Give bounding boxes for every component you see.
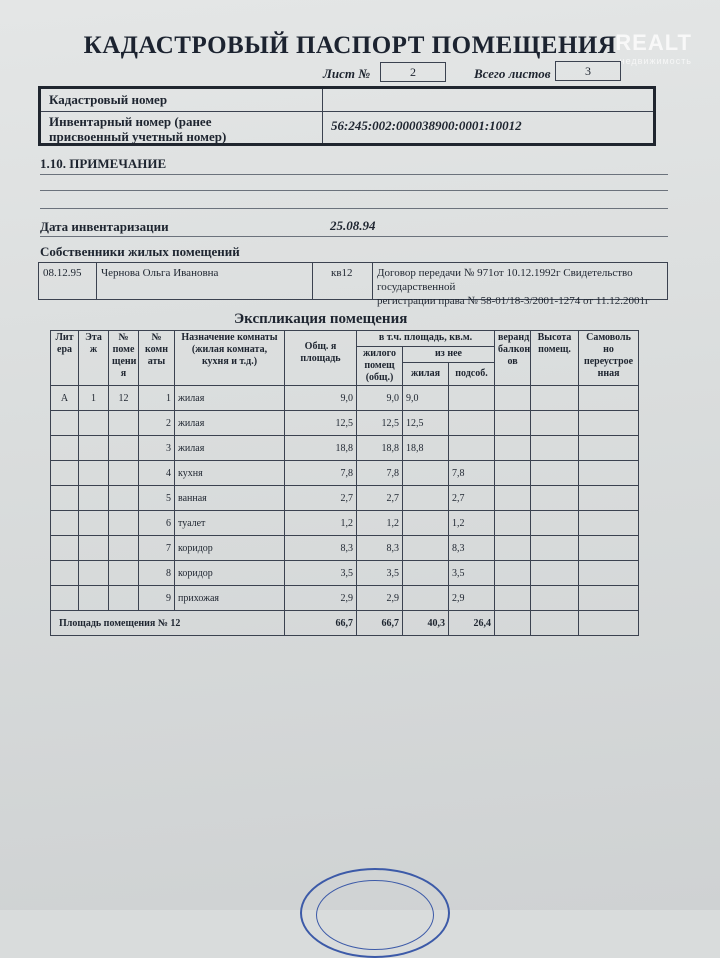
unauthorized-cell: [579, 561, 639, 586]
total-height: [531, 611, 579, 636]
comp-cell: 8: [139, 561, 175, 586]
total-area-cell: 2,9: [285, 586, 357, 611]
total-area-sum: 66,7: [285, 611, 357, 636]
comp-cell: 2: [139, 411, 175, 436]
living-cell: 9,0: [403, 386, 449, 411]
table-row: [51, 411, 639, 436]
litera-cell: [51, 536, 79, 561]
inventory-value: 56:245:002:000038900:0001:10012: [331, 118, 522, 133]
col-total-area: Общ. я площадь: [285, 331, 357, 386]
living-cell: [403, 461, 449, 486]
total-area-cell: 3,5: [285, 561, 357, 586]
height-cell: [531, 436, 579, 461]
cadastral-row: [41, 89, 653, 112]
aux-cell: 7,8: [449, 461, 495, 486]
comp-cell: 7: [139, 536, 175, 561]
comp-cell: 6: [139, 511, 175, 536]
unauthorized-cell: [579, 461, 639, 486]
room-cell: [109, 536, 139, 561]
height-cell: [531, 586, 579, 611]
owner-document-line2: регистрации права № 58-01/18-3/2001-1274 от 11.12.2001г: [377, 295, 650, 307]
owner-date: 08.12.95: [39, 263, 97, 299]
litera-cell: [51, 486, 79, 511]
balcony-cell: [495, 511, 531, 536]
aux-cell: 1,2: [449, 511, 495, 536]
total-balcony: [495, 611, 531, 636]
watermark-subtitle: недвижимость: [619, 56, 692, 66]
explication-header-row-1: [51, 331, 639, 347]
aux-cell: 2,7: [449, 486, 495, 511]
living-area-cell: 7,8: [357, 461, 403, 486]
total-living-area-sum: 66,7: [357, 611, 403, 636]
unauthorized-cell: [579, 486, 639, 511]
living-cell: [403, 486, 449, 511]
total-area-cell: 8,3: [285, 536, 357, 561]
living-area-cell: 2,7: [357, 486, 403, 511]
balcony-cell: [495, 486, 531, 511]
room-cell: [109, 586, 139, 611]
balcony-cell: [495, 536, 531, 561]
living-area-cell: 18,8: [357, 436, 403, 461]
official-stamp-inner-ring: [316, 880, 434, 950]
room-cell: [109, 436, 139, 461]
table-row: [51, 486, 639, 511]
note-line-3: [40, 208, 668, 209]
litera-cell: А: [51, 386, 79, 411]
table-row: [51, 386, 639, 411]
note-line-1: [40, 174, 668, 175]
total-label: Площадь помещения № 12: [51, 611, 285, 636]
height-cell: [531, 411, 579, 436]
sheet-number: 2: [380, 62, 446, 82]
table-row: [51, 436, 639, 461]
balcony-cell: [495, 436, 531, 461]
note-heading: 1.10. ПРИМЕЧАНИЕ: [40, 156, 167, 171]
col-floor: Эта ж: [79, 331, 109, 386]
floor-cell: [79, 411, 109, 436]
floor-cell: [79, 561, 109, 586]
purpose-cell: туалет: [175, 511, 285, 536]
aux-cell: [449, 411, 495, 436]
litera-cell: [51, 411, 79, 436]
aux-cell: [449, 386, 495, 411]
room-cell: [109, 561, 139, 586]
cadastral-value: [323, 89, 653, 111]
floor-cell: [79, 536, 109, 561]
unauthorized-cell: [579, 386, 639, 411]
living-area-cell: 12,5: [357, 411, 403, 436]
col-comp-no: № комн аты: [139, 331, 175, 386]
col-balcony: веранд балкон ов: [495, 331, 531, 386]
balcony-cell: [495, 586, 531, 611]
purpose-cell: ванная: [175, 486, 285, 511]
total-living-sum: 40,3: [403, 611, 449, 636]
comp-cell: 1: [139, 386, 175, 411]
balcony-cell: [495, 461, 531, 486]
balcony-cell: [495, 386, 531, 411]
table-row: [51, 561, 639, 586]
purpose-cell: жилая: [175, 436, 285, 461]
room-cell: [109, 511, 139, 536]
height-cell: [531, 511, 579, 536]
total-area-cell: 12,5: [285, 411, 357, 436]
living-cell: [403, 586, 449, 611]
comp-cell: 5: [139, 486, 175, 511]
col-purpose: Назначение комнаты (жилая комната, кухня и т.д.): [175, 331, 285, 386]
purpose-cell: коридор: [175, 536, 285, 561]
living-cell: [403, 511, 449, 536]
comp-cell: 3: [139, 436, 175, 461]
col-room-no: № поме щени я: [109, 331, 139, 386]
owner-document: [373, 263, 667, 307]
unauthorized-cell: [579, 586, 639, 611]
height-cell: [531, 386, 579, 411]
living-cell: 18,8: [403, 436, 449, 461]
sheet-label: Лист №: [323, 66, 371, 81]
total-unauthorized: [579, 611, 639, 636]
litera-cell: [51, 461, 79, 486]
table-row: [51, 586, 639, 611]
floor-cell: 1: [79, 386, 109, 411]
owner-document-line1: Договор передачи № 971от 10.12.1992г Свидетельство государственной: [377, 267, 633, 293]
document-title: КАДАСТРОВЫЙ ПАСПОРТ ПОМЕЩЕНИЯ: [83, 32, 617, 59]
table-row: [51, 461, 639, 486]
explication-table: [50, 330, 639, 636]
inventory-date-value: 25.08.94: [330, 218, 376, 233]
col-of-which: из нее: [403, 347, 495, 363]
living-cell: 12,5: [403, 411, 449, 436]
unauthorized-cell: [579, 411, 639, 436]
litera-cell: [51, 511, 79, 536]
height-cell: [531, 486, 579, 511]
purpose-cell: прихожая: [175, 586, 285, 611]
cadastral-info-table: [38, 86, 656, 146]
col-unauthorized: Самоволь но переустрое нная: [579, 331, 639, 386]
living-area-cell: 3,5: [357, 561, 403, 586]
total-area-cell: 2,7: [285, 486, 357, 511]
floor-cell: [79, 436, 109, 461]
inventory-date-line: [40, 236, 668, 237]
living-area-cell: 1,2: [357, 511, 403, 536]
total-aux-sum: 26,4: [449, 611, 495, 636]
height-cell: [531, 536, 579, 561]
col-height: Высота помещ.: [531, 331, 579, 386]
aux-cell: [449, 436, 495, 461]
table-row: [51, 511, 639, 536]
inventory-label: [41, 111, 323, 143]
owners-heading: Собственники жилых помещений: [40, 244, 240, 259]
total-area-cell: 7,8: [285, 461, 357, 486]
purpose-cell: кухня: [175, 461, 285, 486]
room-cell: 12: [109, 386, 139, 411]
total-area-cell: 9,0: [285, 386, 357, 411]
total-area-cell: 1,2: [285, 511, 357, 536]
table-row: [51, 536, 639, 561]
col-aux: подсоб.: [449, 362, 495, 385]
floor-cell: [79, 486, 109, 511]
room-cell: [109, 461, 139, 486]
unauthorized-cell: [579, 536, 639, 561]
col-living-area: жилого помещ (общ.): [357, 347, 403, 386]
inventory-date-label: Дата инвентаризации: [40, 219, 169, 234]
purpose-cell: жилая: [175, 411, 285, 436]
height-cell: [531, 561, 579, 586]
living-area-cell: 9,0: [357, 386, 403, 411]
purpose-cell: жилая: [175, 386, 285, 411]
explication-total-row: [51, 611, 639, 636]
litera-cell: [51, 561, 79, 586]
litera-cell: [51, 586, 79, 611]
inventory-label-line2: присвоенный учетный номер): [49, 129, 227, 144]
cadastral-label: Кадастровый номер: [41, 89, 323, 111]
litera-cell: [51, 436, 79, 461]
comp-cell: 9: [139, 586, 175, 611]
unauthorized-cell: [579, 511, 639, 536]
balcony-cell: [495, 411, 531, 436]
floor-cell: [79, 461, 109, 486]
room-cell: [109, 411, 139, 436]
aux-cell: 2,9: [449, 586, 495, 611]
floor-cell: [79, 511, 109, 536]
col-incl-area: в т.ч. площадь, кв.м.: [357, 331, 495, 347]
total-sheets: 3: [555, 61, 621, 81]
height-cell: [531, 461, 579, 486]
explication-title: Экспликация помещения: [234, 311, 408, 327]
living-cell: [403, 536, 449, 561]
total-area-cell: 18,8: [285, 436, 357, 461]
living-cell: [403, 561, 449, 586]
note-line-2: [40, 190, 668, 191]
owners-table: [38, 262, 668, 307]
owner-name: Чернова Ольга Ивановна: [97, 263, 313, 299]
aux-cell: 3,5: [449, 561, 495, 586]
watermark: REALT: [615, 30, 692, 55]
unauthorized-cell: [579, 436, 639, 461]
col-litera: Лит ера: [51, 331, 79, 386]
comp-cell: 4: [139, 461, 175, 486]
total-sheets-label: Всего листов: [474, 66, 551, 81]
owner-apartment: кв12: [313, 263, 373, 299]
living-area-cell: 8,3: [357, 536, 403, 561]
inventory-row: [41, 111, 653, 143]
balcony-cell: [495, 561, 531, 586]
living-area-cell: 2,9: [357, 586, 403, 611]
floor-cell: [79, 586, 109, 611]
purpose-cell: коридор: [175, 561, 285, 586]
room-cell: [109, 486, 139, 511]
aux-cell: 8,3: [449, 536, 495, 561]
inventory-label-line1: Инвентарный номер (ранее: [49, 114, 212, 129]
col-living: жилая: [403, 362, 449, 385]
